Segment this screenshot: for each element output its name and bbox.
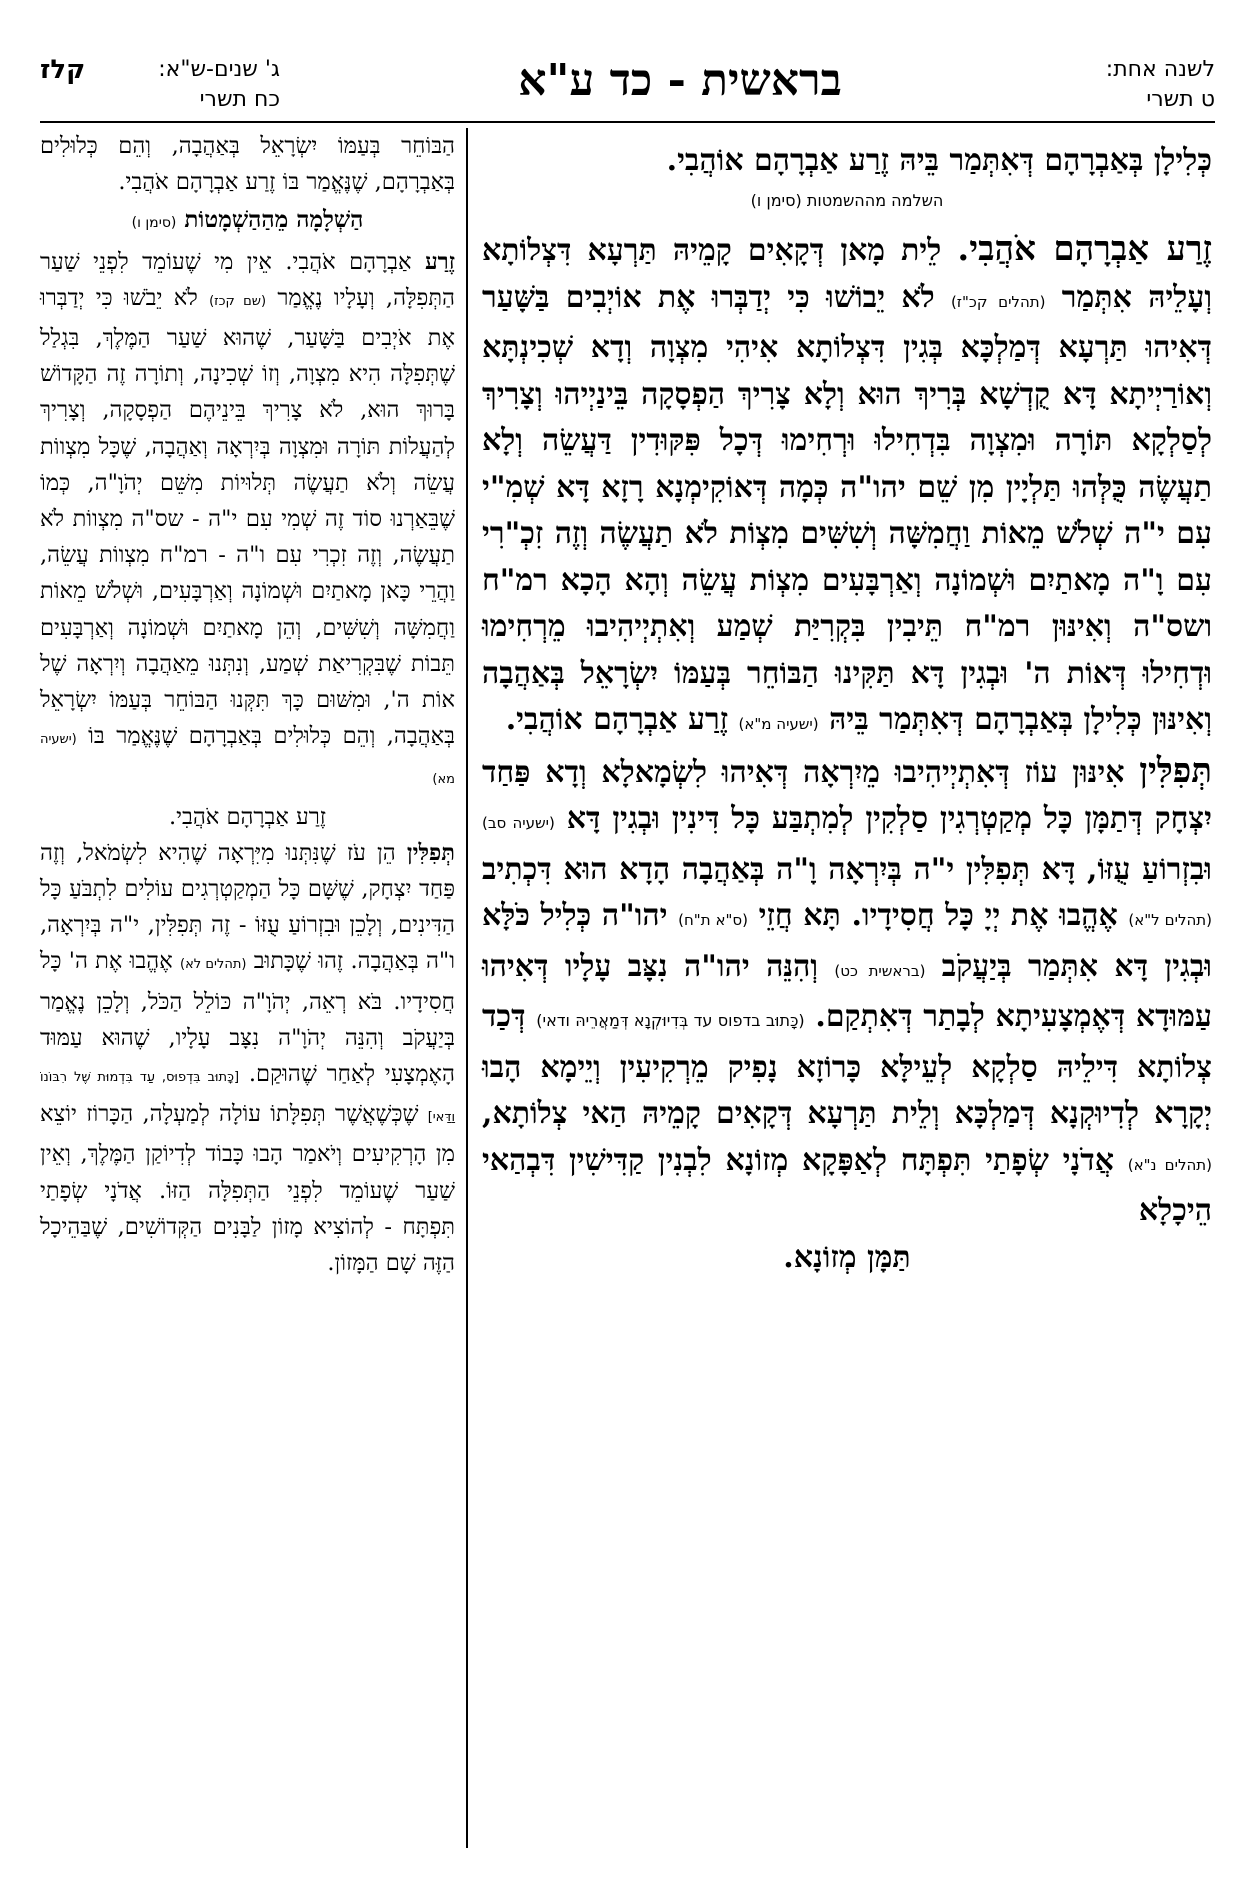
side-paragraph-2: [40, 244, 455, 799]
main-closing-line: תַּמָּן מְזוֹנָא.: [783, 1239, 911, 1275]
main-p2-text-e: וְהִנֵּה יהו"ה נִצָּב עָלָיו דְּאִיהוּ עַמּוּדָא דְּאֶמְצָעִיתָא לְבָתַר דְּאִתְקַם.: [482, 948, 1212, 1034]
side-section-ref: (סימן ו): [131, 215, 177, 232]
main-p1-source-ref-1: (תהלים קכ"ז): [950, 292, 1046, 311]
side-p3-lead-word: תְּפִלִּין: [406, 839, 455, 866]
side-p3-text-b: אֶהֱבוּ אֶת ה' כָּל חֲסִידָיו. בֹּא רְאֵה, יְהֹוָ"ה כּוֹלֵל הַכֹּל, וְלָכֵן נֶאֱמַר בְּיַעֲקֹב וְהִנֵּה יְהֹוָ"ה נִצָּב עָלָיו, שֶׁהוּא עַמּוּד הָאֶמְצָעִי לְאַחַר שֶׁהוּקַם.: [40, 948, 456, 1088]
column-divider: [466, 128, 468, 1848]
schedule-three-years-label: ג' שנים-ש"א:: [158, 57, 280, 82]
main-text-column: [482, 128, 1212, 1281]
side-p2-closing: זֶרַע אַבְרָהָם אֹהֲבִי.: [168, 803, 327, 830]
main-p2-text-a: אִינּוּן עוֹז דְּאִתְיְיהִיבוּ מֵיִרְאָה דְּאִיהוּ לִשְׂמָאלָא וְדָא פַּחַד יִצְחָק דְּתַמָּן כָּל מְקַטְרְגִין סַלְקִין לְמִתְבַּע כָּל דִּינִין וּבְגִין דָּא: [482, 754, 1212, 836]
main-p2-text-g: אֲדֹנָי שְׂפָתַי תִּפְתָּח לְאַפָּקָא מְזוֹנָא לִבְנִין קַדִּישִׁין דִּבְהַאי הֵיכָלָא: [482, 1142, 1212, 1228]
main-p2-source-ref-2: (תהלים ל"א): [1128, 911, 1212, 929]
main-p1-text-c: זֶרַע אַבְרָהָם אוֹהֲבִי.: [505, 702, 729, 737]
main-p2-print-note: (כָּתוּב בדפוס עד בְּדִיוּקְנָא דְּמַאֲרֵיהּ ודאי): [536, 1011, 805, 1030]
side-p2-lead-word: זֶרַע: [424, 248, 455, 275]
main-p1-text-b: לֹא יֵבוֹשׁוּ כִּי יְדַבְּרוּ אֶת אוֹיְבִים בַּשָּׁעַר דְּאִיהוּ תַּרְעָא דְּמַלְכָּא בְּגִין דִּצְלוֹתָא אִיהִי מִצְוָה וְדָא שְׁכִינְתָּא וְאוֹרַיְיתָא דָּא קֻדְשָׁא בְּרִיךְ הוּא וְלָא צָרִיךְ הַפְסָקָה בֵּינַיְיהוּ וְצָרִיךְ לְסַלְקָא תּוֹרָה וּמִצְוָה בִּדְחִילוּ וּרְחִימוּ דְּכָל פִּקּוּדִין דַּעֲשֵׂה וְלָא תַעֲשֶׂה כֻּלְּהוּ תַּלְיָין מִן שֵׁם יהו"ה כְּמָה דְּאוֹקִימְנָא רָזָא דָּא שְׁמִ"י עִם י"ה שְׁלֹשׁ מֵאוֹת וַחֲמִשָּׁה וְשִׁשִּׁים מִצְוֹת לֹא תַעֲשֶׂה וְזֶה זִכְ"רִי עִם וָ"ה מָאתַיִם וּשְׁמוֹנָה וְאַרְבָּעִים מִצְוֹת עֲשֵׂה וְהָא הָכָא רמ"ח ושס"ה וְאִינּוּן רמ"ח תֵּיבִין בִּקְרִיַּת שְׁמַע וְאִתְיְיהִיבוּ מֵרְחִימוּ וּדְחִילוּ דְּאוֹת ה' וּבְגִין דָּא תַּקִּינוּ הַבּוֹחֵר בְּעַמּוֹ יִשְׂרָאֵל בְּאַהֲבָה וְאִינּוּן כְּלִילָן בְּאַבְרָהָם דְּאִתְּמַר בֵּיהּ: [482, 279, 1212, 737]
side-p3-print-note: [כָּתוּב בִּדְפוּס, עַד בִּדְמוּת שֶׁל רִבּוֹנוֹ וַדַּאי]: [40, 1070, 455, 1126]
main-p2-text-b: וּבִזְרוֹעַ עֻזּוֹ, דָּא תְּפִלִּין י"ה בְּיִרְאָה וָ"ה בְּאַהֲבָה הָדָא הוּא דִּכְתִיב: [482, 851, 1212, 887]
main-p1-text-a: לֵית מָאן דְּקָאִים קָמֵיהּ תַּרְעָא דִּצְלוֹתָא וְעָלֵיהּ אִתְּמַר: [482, 233, 1212, 315]
translation-column: [40, 128, 455, 1281]
main-paragraph-1: [482, 226, 1212, 748]
header-left-box: [40, 55, 280, 115]
main-p2-source-ref-4: (בראשית כט): [834, 961, 926, 980]
main-p1-source-ref-2: (ישעיה מ"א): [738, 715, 819, 733]
page-header: [40, 55, 1215, 130]
side-p3-text-c: שֶׁכְּשֶׁאֲשֶׁר תְּפִלָּתוֹ עוֹלָה לְמַעְלָה, הַכָּרוֹז יוֹצֵא מִן הָרְקִיעִים וְיֹאמַר הָבוּ כָּבוֹד לְדִיוֹקַן הַמֶּלֶךְ, וְאֵין שַׁעַר שֶׁעוֹמֵד לִפְנֵי הַתְּפִלָּה הַזּוֹ. אֲדֹנָי שְׂפָתַי תִּפְתָּח - לְהוֹצִיא מָזוֹן לַבָּנִים הַקְּדוֹשִׁים, שֶׁבַּהֵיכָל הַזֶּה שָׁם הַמָּזוֹן.: [40, 1101, 455, 1277]
main-p2-source-ref-3: (ס"א ת"ח): [678, 911, 749, 929]
main-p2-text-d: יהו"ה כְּלִיל כֹּלָּא וּבְגִין דָּא אִתְּמַר בְּיַעֲקֹב: [482, 898, 1212, 984]
side-paragraph-1: הַבּוֹחֵר בְּעַמּוֹ יִשְׂרָאֵל בְּאַהֲבָה, וְהֵם כְּלוּלִים בְּאַבְרָהָם, שֶׁנֶּאֱמַר בּוֹ זֶרַע אַבְרָהָם אֹהֲבִי.: [40, 133, 455, 196]
side-p2-text-a: אַבְרָהָם אֹהֲבִי. אֵין מִי שֶׁעוֹמֵד לִפְנֵי שַׁעַר הַתְּפִלָּה, וְעָלָיו נֶאֱמַר: [40, 248, 455, 311]
main-p2-text-c: אֶהֱבוּ אֶת יְיָ כָּל חֲסִידָיו. תָּא חֲזֵי: [758, 898, 1118, 933]
main-p2-source-ref-1: (ישעיה סב): [482, 814, 555, 832]
main-p2-source-ref-5: (תהלים נ"א): [1127, 1155, 1213, 1174]
side-p2-text-b: לֹא יֵבֹשׁוּ כִּי יְדַבְּרוּ אֶת אֹיְבִים בַּשָּׁעַר, שֶׁהוּא שַׁעַר הַמֶּלֶךְ, בִּגְלַל שֶׁתְּפִלָּה הִיא מִצְוָה, וְזוֹ שְׁכִינָה, וְתוֹרָה זֶה הַקָּדוֹשׁ בָּרוּךְ הוּא, לֹא צָרִיךְ בֵּינֵיהֶם הַפְסָקָה, וְצָרִיךְ לְהַעֲלוֹת תּוֹרָה וּמִצְוָה בְּיִרְאָה וְאַהֲבָה, שֶׁכָּל מִצְווֹת עֲשֵׂה וְלֹא תַעֲשֶׂה תְּלוּיוֹת מִשֵּׁם יְהֹוָ"ה, כְּמוֹ שֶׁבֵּאַרְנוּ סוֹד זֶה שְׁמִי עִם י"ה - שס"ה מִצְווֹת לֹא תַעֲשֶׂה, וְזֶה זִכְרִי עִם ו"ה - רמ"ח מִצְווֹת עֲשֵׂה, וַהֲרֵי כָּאן מָאתַיִם וּשְׁמוֹנָה וְאַרְבָּעִים, וּשְׁלֹשׁ מֵאוֹת וַחֲמִשָּׁה וְשִׁשִּׁים, וְהֵן מָאתַיִם וּשְׁמוֹנָה וְאַרְבָּעִים תֵּבוֹת שֶׁבִּקְרִיאַת שְׁמַע, וְנִתְּנוּ מֵאַהֲבָה וְיִרְאָה שֶׁל אוֹת ה', וּמִשּׁוּם כָּךְ תִּקְּנוּ הַבּוֹחֵר בְּעַמּוֹ יִשְׂרָאֵל בְּאַהֲבָה, וְהֵם כְּלוּלִים בְּאַבְרָהָם שֶׁנֶּאֱמַר בּוֹ: [40, 284, 455, 750]
header-rule: [40, 121, 1215, 123]
side-p3-text-a: הֵן עֹז שֶׁנִּתְּנוּ מִיִּרְאָה שֶׁהִיא לִשְׂמֹאל, וְזֶה פַּחַד יִצְחָק, שֶׁשָּׁם כָּל הַמְקַטְרְגִים עוֹלִים לִתְבֹּעַ כָּל הַדִּינִים, וְלָכֵן וּבִזְרוֹעַ עֻזּוֹ - זֶה תְּפִלִּין, י"ה בְּיִרְאָה, ו"ה בְּאַהֲבָה. זֶהוּ שֶׁכָּתוּב: [40, 839, 456, 975]
side-paragraph-3: [40, 835, 455, 1281]
side-section-heading: [40, 202, 455, 241]
main-p2-lead-word: תְּפִלִּין: [1139, 750, 1212, 791]
main-section-title: השלמה מההשמטות (סימן ו): [750, 191, 944, 210]
schedule-one-year-label: לשנה אחת:: [1105, 57, 1215, 82]
side-p3-source-ref-1: (תהלים לא): [180, 957, 247, 973]
schedule-three-years-date: כח תשרי: [199, 87, 280, 112]
schedule-one-year-date: ט תשרי: [1146, 87, 1215, 112]
main-p2-text-f: דְּכַד צְלוֹתָא דִּילֵיהּ סַלְקָא לְעֵילָּא כָּרוֹזָא נָפִיק מֵרְקִיעִין וְיֵימָא הָבוּ יְקָרָא לְדִיוּקְנָא דְּמַלְכָּא וְלֵית תַּרְעָא דְּקָאִים קָמֵיהּ הַאי צְלוֹתָא,: [482, 999, 1212, 1131]
side-p2-source-ref-2: (ישעיה מא): [40, 732, 455, 788]
main-p1-lead-words: זֶרַע אַבְרָהָם אֹהֲבִי.: [957, 229, 1213, 269]
main-intro-line: כְּלִילָן בְּאַבְרָהָם דְּאִתְּמַר בֵּיהּ זֶרַע אַבְרָהָם אוֹהֲבִי.: [666, 143, 1212, 178]
side-section-title: הַשְׁלָמָה מֵהַהַשְׁמָטוֹת: [184, 206, 364, 234]
main-paragraph-2: [482, 748, 1212, 1235]
side-p2-source-ref-1: (שם קכז): [209, 293, 267, 309]
page-number: קלז: [40, 55, 86, 85]
page-title: בראשית - כד ע"א: [518, 55, 842, 106]
header-right-box: [1075, 55, 1215, 115]
